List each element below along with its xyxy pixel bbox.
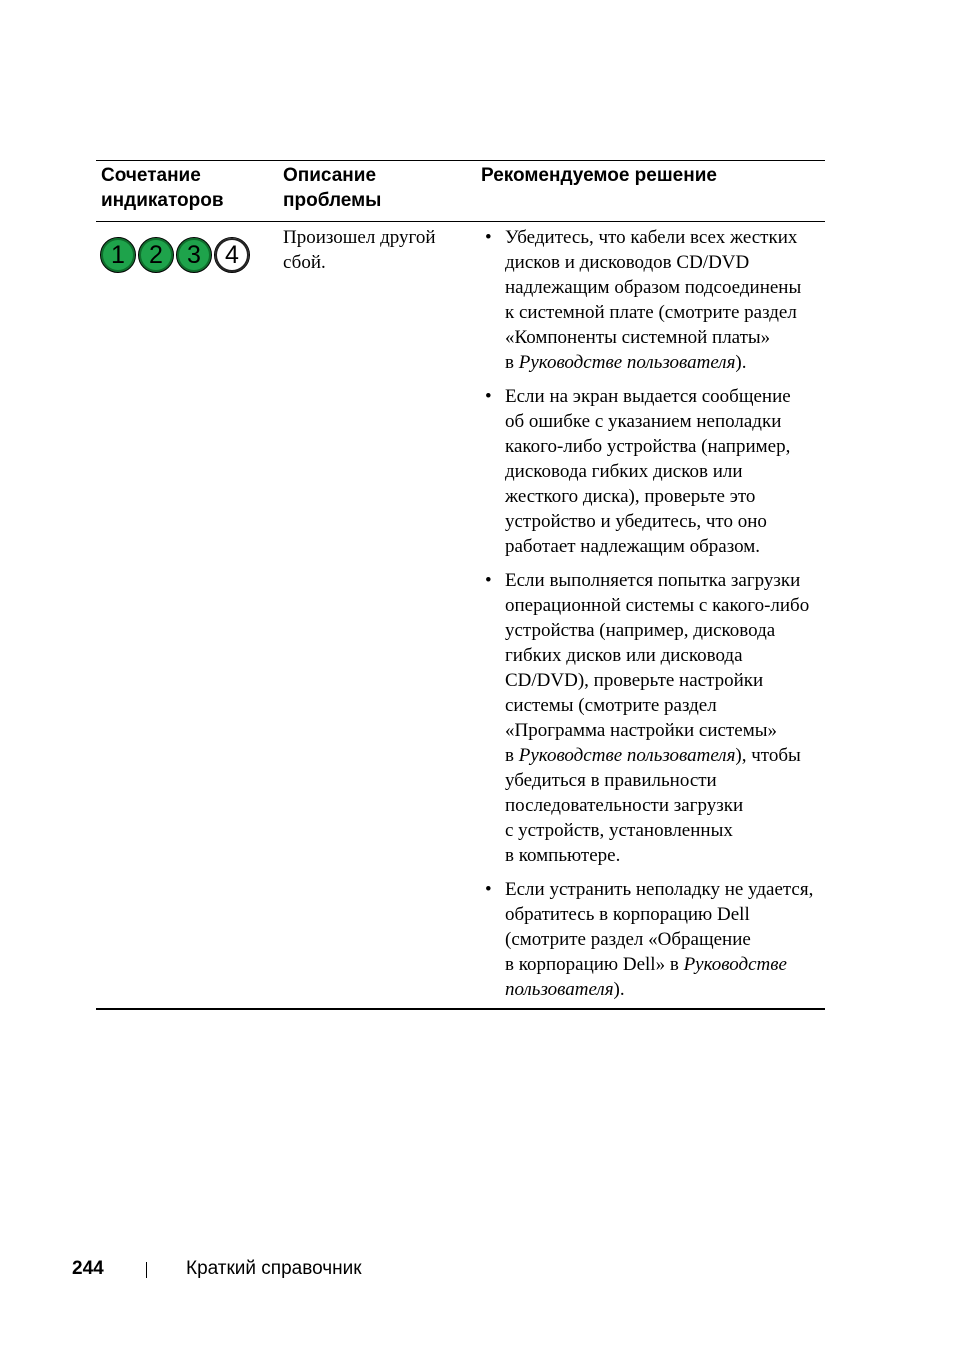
diagnostic-led-4-icon: 4 [214, 237, 250, 273]
bullet-icon: • [485, 227, 492, 248]
table-bottom-rule [96, 1008, 825, 1010]
user-guide-reference: Руководстве пользователя [518, 352, 736, 373]
header-led-combination: Сочетание индикаторов [101, 165, 224, 211]
header-recommended-solution: Рекомендуемое решение [481, 165, 717, 186]
footer-section-title: Краткий справочник [186, 1258, 362, 1279]
user-guide-reference: Руководстве [683, 954, 787, 975]
diagnostic-led-group [100, 237, 250, 275]
bullet-icon: • [485, 570, 492, 591]
diagnostic-led-2-icon: 2 [138, 237, 174, 273]
diagnostic-led-1-icon: 1 [100, 237, 136, 273]
page-number: 244 [72, 1258, 104, 1279]
solution-item-check-cables: • Убедитесь, что кабели всех жестких дисков и дисководов CD/DVD надлежащим образом подсоединены к системной плате (смотрите раздел «Компоненты системной платы» в Руководстве пользователя). [485, 227, 802, 373]
solution-item-error-message: • Если на экран выдается сообщение об ошибке с указанием неполадки какого-либо устройства (например, дисковода гибких дисков или жесткого диска), проверьте это устройство и убедитесь, что оно работает надлежащим образом. [485, 386, 791, 557]
header-problem-description: Описание проблемы [283, 165, 382, 211]
diagnostic-led-3-icon: 3 [176, 237, 212, 273]
footer-separator [146, 1262, 147, 1278]
table-header-rule [96, 221, 825, 222]
solution-item-boot-sequence: • Если выполняется попытка загрузки операционной системы с какого-либо устройства (например, дисковода гибких дисков или дисковода CD/DVD), проверьте настройки системы (смотрите раздел «Программа настройки системы» в Руководстве пользователя), чтобы убедиться в правильности последовательности загрузки с устройств, установленных в компьютере. [485, 570, 810, 866]
table-top-rule [96, 160, 825, 161]
bullet-icon: • [485, 879, 492, 900]
problem-description: Произошел другой сбой. [283, 227, 436, 273]
solution-list [485, 225, 823, 1011]
solution-item-contact-dell: • Если устранить неполадку не удается, обратитесь в корпорацию Dell (смотрите раздел «Обращение в корпорацию Dell» в Руководстве пользователя). [485, 879, 814, 1000]
bullet-icon: • [485, 386, 492, 407]
user-guide-reference: Руководстве пользователя [518, 745, 736, 766]
